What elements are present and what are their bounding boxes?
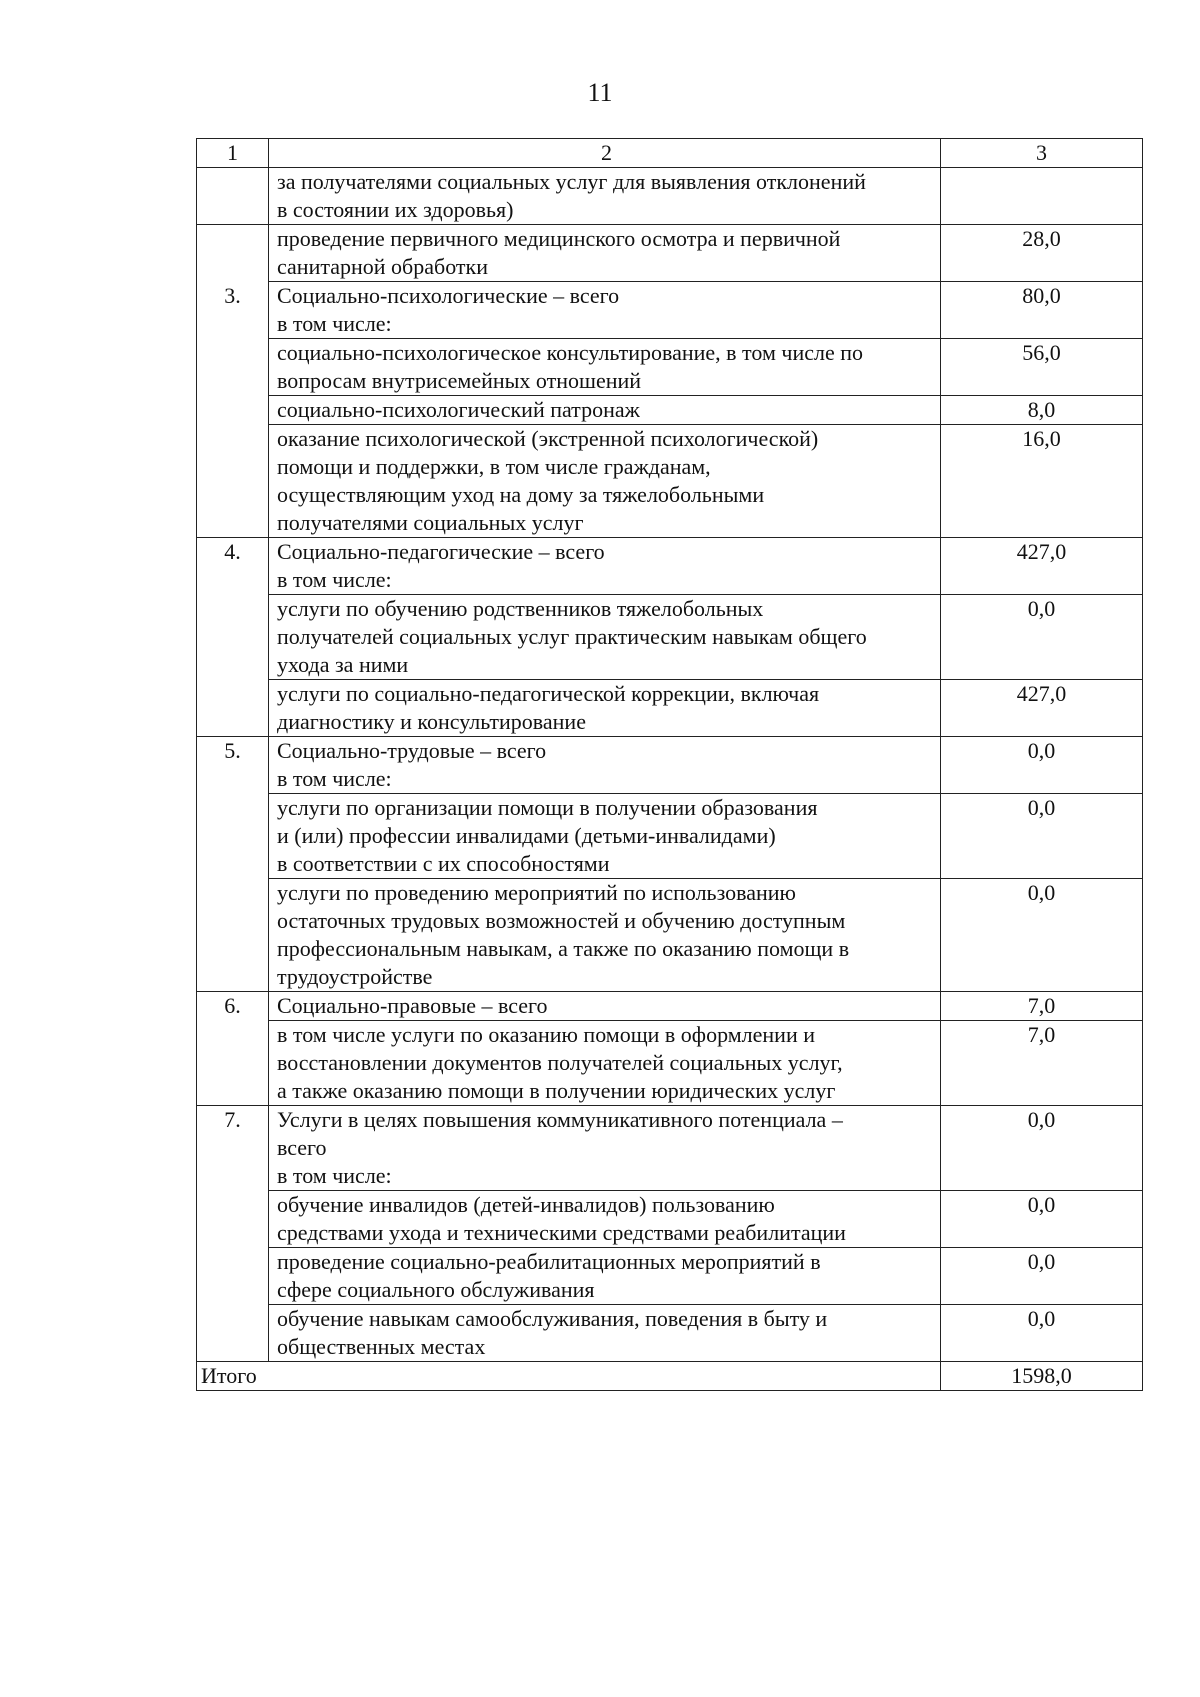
row-text: проведение социально-реабилитационных мероприятий в сфере социального обслуживания <box>269 1248 941 1305</box>
table-row <box>197 1191 1143 1248</box>
row-number <box>197 339 269 396</box>
row-text: услуги по социально-педагогической коррекции, включая диагностику и консультирование <box>269 680 941 737</box>
row-number <box>197 680 269 737</box>
table-row <box>197 1305 1143 1362</box>
row-text: Услуги в целях повышения коммуникативного потенциала – всего в том числе: <box>269 1106 941 1191</box>
column-header-2: 2 <box>269 139 941 168</box>
table-row <box>197 595 1143 680</box>
row-value: 0,0 <box>941 1305 1143 1362</box>
table-header-row <box>197 139 1143 168</box>
row-number <box>197 794 269 879</box>
row-value: 16,0 <box>941 425 1143 538</box>
row-text: за получателями социальных услуг для выявления отклонений в состоянии их здоровья) <box>269 168 941 225</box>
row-value: 80,0 <box>941 282 1143 339</box>
row-value: 0,0 <box>941 595 1143 680</box>
table-row <box>197 737 1143 794</box>
row-text: Социально-педагогические – всего в том числе: <box>269 538 941 595</box>
row-number: 7. <box>197 1106 269 1191</box>
row-text: обучение навыкам самообслуживания, поведения в быту и общественных местах <box>269 1305 941 1362</box>
table-row <box>197 1106 1143 1191</box>
total-label: Итого <box>197 1362 941 1391</box>
total-value: 1598,0 <box>941 1362 1143 1391</box>
row-value: 28,0 <box>941 225 1143 282</box>
table-row <box>197 538 1143 595</box>
row-text: услуги по обучению родственников тяжелобольных получателей социальных услуг практическим навыкам общего ухода за ними <box>269 595 941 680</box>
table-row <box>197 425 1143 538</box>
table-row <box>197 680 1143 737</box>
row-value: 0,0 <box>941 794 1143 879</box>
row-number <box>197 1248 269 1305</box>
row-text: Социально-трудовые – всего в том числе: <box>269 737 941 794</box>
row-text: социально-психологический патронаж <box>269 396 941 425</box>
row-value: 0,0 <box>941 737 1143 794</box>
row-text: в том числе услуги по оказанию помощи в оформлении и восстановлении документов получателей социальных услуг, а также оказанию помощи в получении юридических услуг <box>269 1021 941 1106</box>
row-value: 0,0 <box>941 879 1143 992</box>
row-text: услуги по организации помощи в получении образования и (или) профессии инвалидами (детьми-инвалидами) в соответствии с их способностями <box>269 794 941 879</box>
page-number: 11 <box>587 78 613 107</box>
services-table <box>196 138 1143 1391</box>
row-value: 56,0 <box>941 339 1143 396</box>
row-value <box>941 168 1143 225</box>
row-value: 0,0 <box>941 1191 1143 1248</box>
table-row <box>197 794 1143 879</box>
row-value: 427,0 <box>941 538 1143 595</box>
row-number: 5. <box>197 737 269 794</box>
row-text: услуги по проведению мероприятий по использованию остаточных трудовых возможностей и обучению доступным профессиональным навыкам, а также по оказанию помощи в трудоустройстве <box>269 879 941 992</box>
row-number <box>197 168 269 225</box>
row-number <box>197 425 269 538</box>
row-value: 0,0 <box>941 1248 1143 1305</box>
row-number <box>197 1191 269 1248</box>
row-value: 0,0 <box>941 1106 1143 1191</box>
column-header-1: 1 <box>197 139 269 168</box>
row-number: 4. <box>197 538 269 595</box>
row-number <box>197 396 269 425</box>
table-row <box>197 282 1143 339</box>
row-text: социально-психологическое консультирование, в том числе по вопросам внутрисемейных отношений <box>269 339 941 396</box>
row-text: обучение инвалидов (детей-инвалидов) пользованию средствами ухода и техническими средствами реабилитации <box>269 1191 941 1248</box>
row-number <box>197 1305 269 1362</box>
table-row <box>197 168 1143 225</box>
row-text: оказание психологической (экстренной психологической) помощи и поддержки, в том числе гражданам, осуществляющим уход на дому за тяжелобольными получателями социальных услуг <box>269 425 941 538</box>
table-row <box>197 339 1143 396</box>
row-number <box>197 1021 269 1106</box>
table-row <box>197 225 1143 282</box>
table-row <box>197 1248 1143 1305</box>
row-number <box>197 225 269 282</box>
row-value: 7,0 <box>941 1021 1143 1106</box>
row-number <box>197 595 269 680</box>
row-number: 6. <box>197 992 269 1021</box>
table-row <box>197 1021 1143 1106</box>
table-row <box>197 992 1143 1021</box>
row-number: 3. <box>197 282 269 339</box>
row-text: Социально-психологические – всего в том числе: <box>269 282 941 339</box>
row-value: 427,0 <box>941 680 1143 737</box>
row-value: 7,0 <box>941 992 1143 1021</box>
table-row <box>197 879 1143 992</box>
total-row <box>197 1362 1143 1391</box>
services-table-body <box>197 139 1143 1391</box>
table-row <box>197 396 1143 425</box>
row-number <box>197 879 269 992</box>
row-value: 8,0 <box>941 396 1143 425</box>
column-header-3: 3 <box>941 139 1143 168</box>
row-text: Социально-правовые – всего <box>269 992 941 1021</box>
row-text: проведение первичного медицинского осмотра и первичной санитарной обработки <box>269 225 941 282</box>
